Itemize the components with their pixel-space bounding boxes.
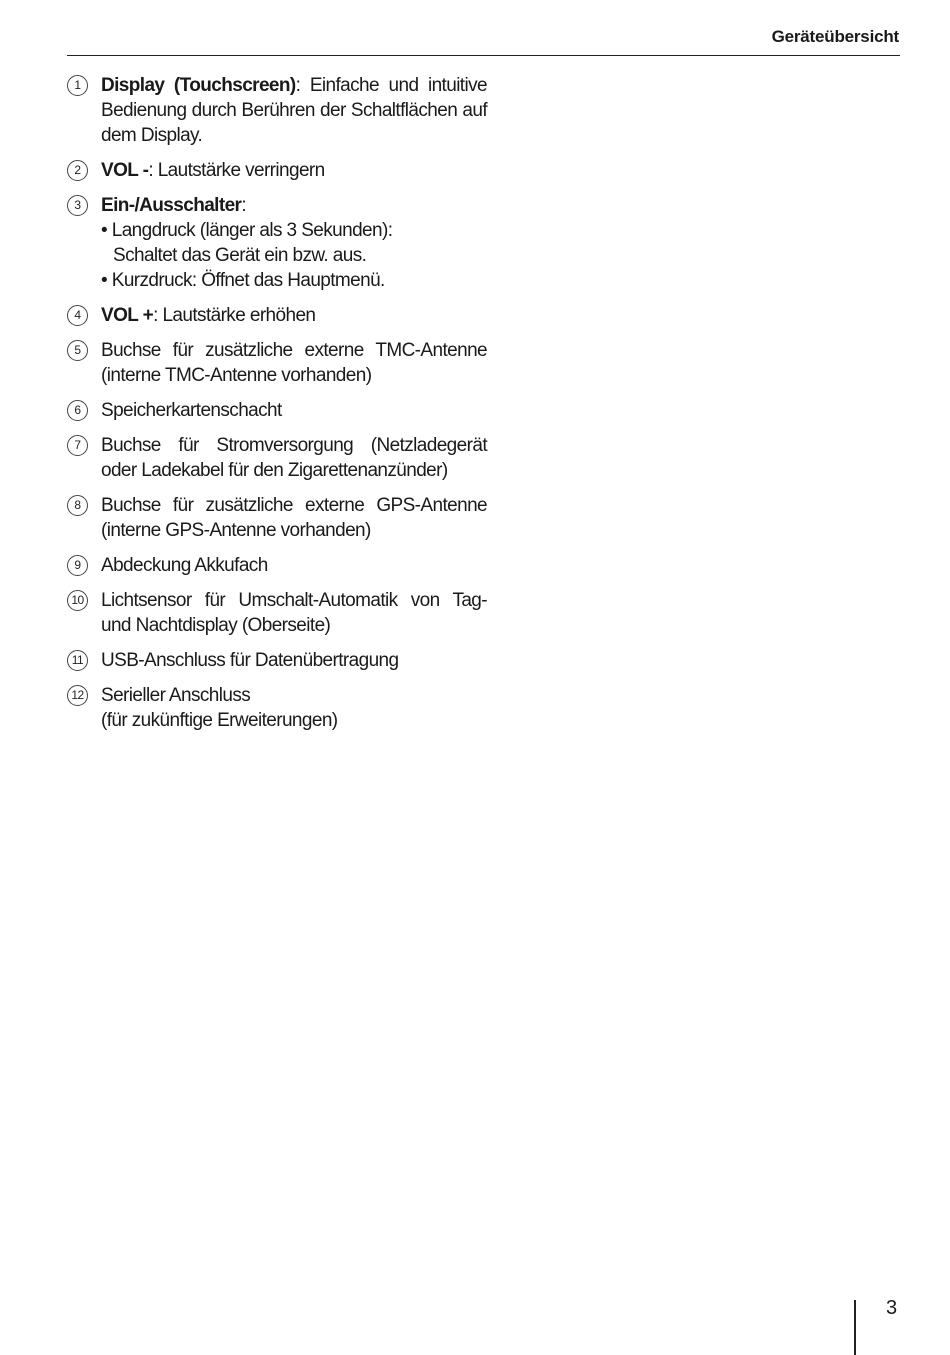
- item-number-badge: 7: [67, 435, 88, 456]
- list-item: [67, 398, 487, 423]
- item-term: Ein-/Ausschalter: [101, 195, 242, 216]
- bullet-marker: •: [101, 270, 108, 291]
- item-number-badge: 5: [67, 340, 88, 361]
- list-item: [67, 648, 487, 673]
- item-term: VOL -: [101, 160, 149, 181]
- item-number-badge: 8: [67, 495, 88, 516]
- item-text-line: Serieller Anschluss: [101, 685, 251, 706]
- item-number-badge: 2: [67, 160, 88, 181]
- item-text: Buchse für Stromversorgung (Netzladegerät oder Ladekabel für den Zigarettenanzünder): [101, 435, 487, 481]
- list-item: [67, 338, 487, 388]
- item-text: Lichtsensor für Umschalt-Automatik von Tag- und Nachtdisplay (Oberseite): [101, 590, 487, 636]
- item-number-badge: 12: [67, 685, 88, 706]
- item-text: Buchse für zusätzliche externe TMC-Antenne (interne TMC-Antenne vorhanden): [101, 340, 487, 386]
- item-text: Abdeckung Akkufach: [101, 555, 268, 576]
- item-text: [101, 73, 487, 148]
- list-item: [67, 553, 487, 578]
- bullet-text: Kurzdruck: Öffnet das Hauptmenü.: [111, 270, 385, 291]
- item-description: Lautstärke erhöhen: [157, 305, 316, 326]
- item-number-badge: 10: [67, 590, 88, 611]
- footer-divider: [854, 1300, 856, 1355]
- item-text: USB-Anschluss für Datenübertragung: [101, 650, 399, 671]
- item-separator: :: [295, 75, 301, 96]
- item-separator: :: [153, 305, 158, 326]
- page-number: 3: [886, 1297, 898, 1319]
- list-item: [67, 683, 487, 733]
- list-item: [67, 158, 487, 183]
- page-header-title: Geräteübersicht: [771, 27, 899, 46]
- list-item: [67, 303, 487, 328]
- list-item: [67, 73, 487, 148]
- bullet-text-continued: Schaltet das Gerät ein bzw. aus.: [113, 245, 367, 266]
- item-text: Speicherkartenschacht: [101, 400, 282, 421]
- item-number-badge: 1: [67, 75, 88, 96]
- device-overview-list: [67, 73, 487, 743]
- item-description: Lautstärke verringern: [153, 160, 325, 181]
- item-separator: :: [148, 160, 154, 181]
- bullet-text: Langdruck (länger als 3 Sekunden):: [111, 220, 393, 241]
- bullet-point: [101, 268, 487, 293]
- list-item: [67, 493, 487, 543]
- item-description: Einfache und intuitive Bedienung durch Berühren der Schaltflächen auf dem Display.: [101, 75, 487, 146]
- item-number-badge: 11: [67, 650, 88, 671]
- item-number-badge: 9: [67, 555, 88, 576]
- item-text: [101, 303, 487, 328]
- item-number-badge: 3: [67, 195, 88, 216]
- bullet-marker: •: [101, 220, 108, 241]
- item-separator: :: [241, 195, 247, 216]
- item-term: Display (Touchscreen): [101, 75, 296, 96]
- list-item: [67, 588, 487, 638]
- item-text: [101, 158, 487, 183]
- item-heading: [101, 193, 487, 218]
- item-number-badge: 4: [67, 305, 88, 326]
- item-text: [101, 193, 487, 293]
- list-item: [67, 193, 487, 293]
- item-text-line: (für zukünftige Erweiterungen): [101, 710, 338, 731]
- header-divider: [67, 55, 900, 56]
- item-term: VOL +: [101, 305, 154, 326]
- item-number-badge: 6: [67, 400, 88, 421]
- list-item: [67, 433, 487, 483]
- item-text: [101, 683, 487, 733]
- item-text: Buchse für zusätzliche externe GPS-Antenne (interne GPS-Antenne vorhanden): [101, 495, 487, 541]
- bullet-point: [101, 218, 487, 268]
